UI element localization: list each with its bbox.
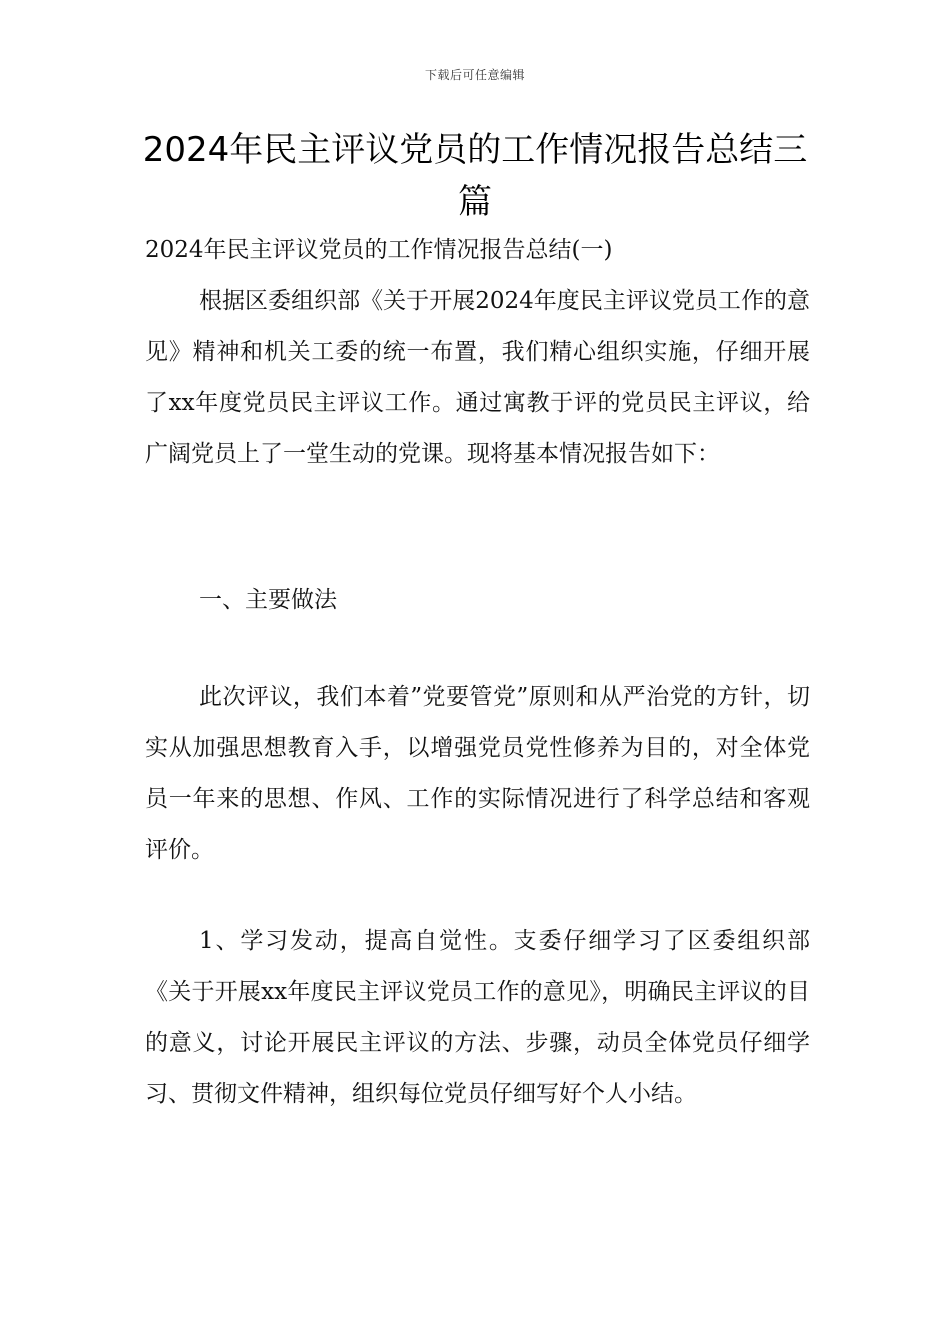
section-heading: 一、主要做法 bbox=[199, 587, 337, 613]
paragraph-item: 1、学习发动，提高自觉性。支委仔细学习了区委组织部《关于开展xx年度民主评议党员工作的意见》，明确民主评议的目的意义，讨论开展民主评议的方法、步骤，动员全体党员仔细学习、贯彻文件精神，组织每位党员仔细写好个人小结。 bbox=[145, 928, 810, 1107]
paragraph-intro: 根据区委组织部《关于开展2024年度民主评议党员工作的意见》精神和机关工委的统一布置，我们精心组织实施，仔细开展了xx年度党员民主评议工作。通过寓教于评的党员民主评议，给广阔党员上了一堂生动的党课。现将基本情况报告如下： bbox=[145, 288, 810, 467]
paragraph-body: 此次评议，我们本着”党要管党”原则和从严治党的方针，切实从加强思想教育入手，以增强党员党性修养为目的，对全体党员一年来的思想、作风、工作的实际情况进行了科学总结和客观评价。 bbox=[145, 684, 810, 863]
section-subtitle: 2024年民主评议党员的工作情况报告总结(一) bbox=[145, 237, 613, 263]
page-title: 2024年民主评议党员的工作情况报告总结三篇 bbox=[142, 130, 808, 222]
header-note: 下载后可任意编辑 bbox=[424, 68, 525, 82]
